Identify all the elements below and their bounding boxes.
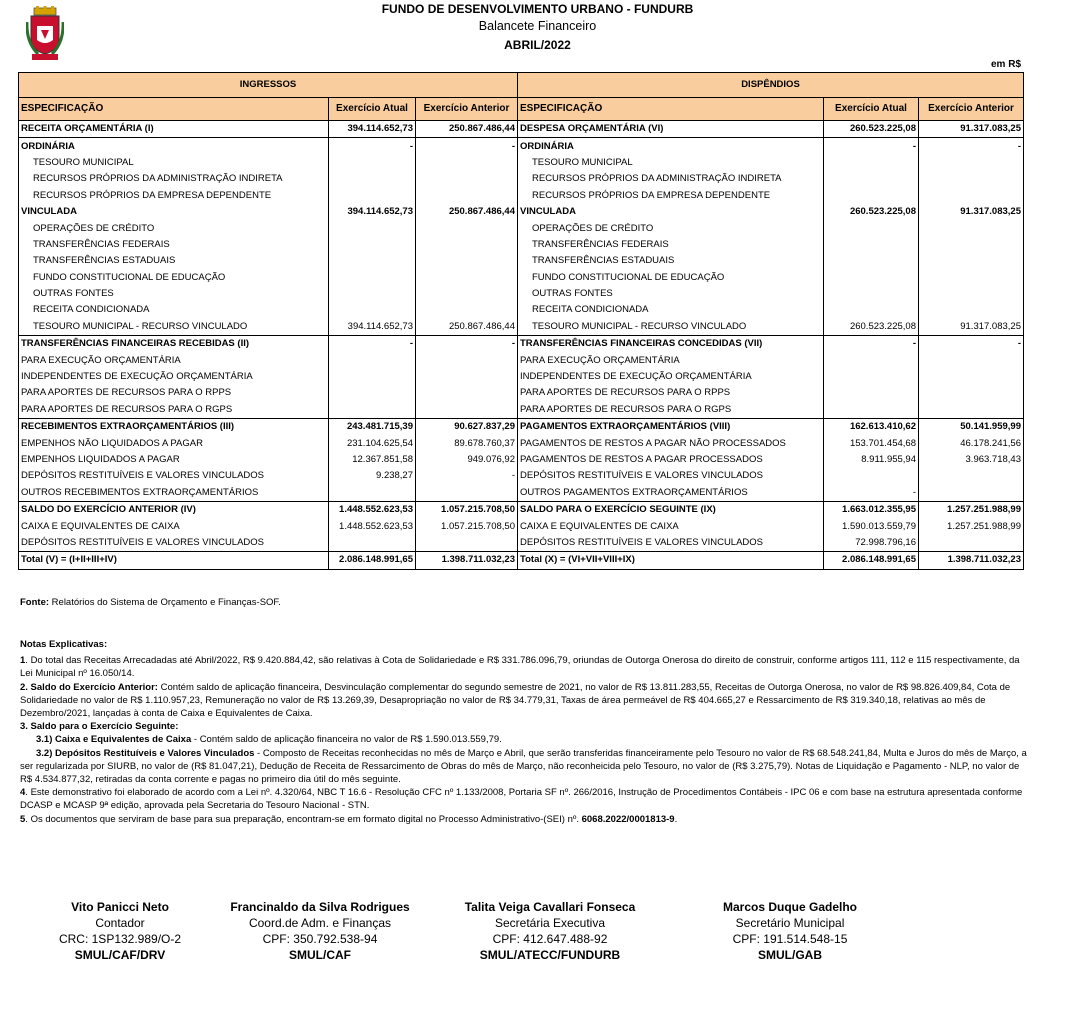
note-3-2 <box>20 747 1030 787</box>
cell-spec-right: OPERAÇÕES DE CRÉDITO <box>518 220 824 236</box>
cell-current-right: 162.613.410,62 <box>824 419 919 436</box>
cell-current-left <box>329 302 416 318</box>
cell-previous-left: 1.057.215.708,50 <box>416 518 518 534</box>
cell-current-right <box>824 385 919 401</box>
cell-previous-left <box>416 220 518 236</box>
cell-spec-right: CAIXA E EQUIVALENTES DE CAIXA <box>518 518 824 534</box>
cell-previous-right: 91.317.083,25 <box>919 204 1024 220</box>
cell-spec-right: RECURSOS PRÓPRIOS DA ADMINISTRAÇÃO INDIRETA <box>518 171 824 187</box>
cell-current-right: 1.663.012.355,95 <box>824 501 919 518</box>
cell-previous-right: - <box>919 336 1024 353</box>
explanatory-notes <box>20 638 1030 826</box>
cell-spec-right: PAGAMENTOS DE RESTOS A PAGAR NÃO PROCESSADOS <box>518 435 824 451</box>
cell-spec-right: PAGAMENTOS EXTRAORÇAMENTÁRIOS (VIII) <box>518 419 824 436</box>
table-row <box>19 452 1024 468</box>
table-row <box>19 419 1024 436</box>
table-row <box>19 121 1024 138</box>
cell-current-left: 394.114.652,73 <box>329 204 416 220</box>
cell-spec-left: OUTROS RECEBIMENTOS EXTRAORÇAMENTÁRIOS <box>19 485 329 502</box>
cell-previous-left <box>416 352 518 368</box>
cell-previous-left: - <box>416 138 518 155</box>
note-3-1-text: - Contém saldo de aplicação financeira no valor de R$ 1.590.013.559,79. <box>191 734 502 746</box>
cell-current-left: 243.481.715,39 <box>329 419 416 436</box>
table-row <box>19 518 1024 534</box>
cell-spec-right: OUTRAS FONTES <box>518 286 824 302</box>
cell-previous-right: 3.963.718,43 <box>919 452 1024 468</box>
cell-previous-left <box>416 535 518 552</box>
dispendios-header: DISPÊNDIOS <box>518 73 1024 98</box>
cell-spec-right: PARA EXECUÇÃO ORÇAMENTÁRIA <box>518 352 824 368</box>
cell-spec-right: TESOURO MUNICIPAL - RECURSO VINCULADO <box>518 319 824 336</box>
table-row <box>19 171 1024 187</box>
table-row <box>19 319 1024 336</box>
cell-previous-left: 90.627.837,29 <box>416 419 518 436</box>
cell-previous-left <box>416 302 518 318</box>
cell-spec-right: PARA APORTES DE RECURSOS PARA O RGPS <box>518 402 824 419</box>
cell-previous-right <box>919 302 1024 318</box>
col-header-spec-right: ESPECIFICAÇÃO <box>518 98 824 121</box>
cell-spec-left: OUTRAS FONTES <box>19 286 329 302</box>
column-header-row <box>19 98 1024 121</box>
cell-current-left <box>329 253 416 269</box>
cell-current-left <box>329 155 416 171</box>
signature-block <box>215 899 425 963</box>
cell-previous-right: 1.398.711.032,23 <box>919 552 1024 569</box>
cell-spec-right: TRANSFERÊNCIAS FEDERAIS <box>518 237 824 253</box>
table-row <box>19 385 1024 401</box>
cell-previous-left: 89.678.760,37 <box>416 435 518 451</box>
cell-spec-left: DEPÓSITOS RESTITUÍVEIS E VALORES VINCULADOS <box>19 535 329 552</box>
report-subtitle: Balancete Financeiro <box>478 19 597 33</box>
note-2-text: Contém saldo de aplicação financeira, Desvinculação complementar do segundo semestre de 2021, no valor de R$ 13.811.283,55, Receitas de Outorga Onerosa, no valor de R$ 98.826.409,84, Cota de Solidariedade no valor de R$ 1.110.957,23, Remuneração no valor de R$ 13.269,39, Desapropriação no valor de R$ 34.779,31, Taxas de área permeável de R$ 404.665,27 e Ressarcimento de R$ 319.340,18, relativas ao mês de Dezembro/2021, lançadas à conta de Caixa e Equivalentes de Caixa. <box>20 681 1011 720</box>
note-5-end: . <box>674 813 678 825</box>
cell-previous-left: 250.867.486,44 <box>416 204 518 220</box>
note-4 <box>20 786 1030 812</box>
signer-name: Vito Panicci Neto <box>71 900 169 914</box>
cell-spec-right: FUNDO CONSTITUCIONAL DE EDUCAÇÃO <box>518 270 824 286</box>
signer-name: Talita Veiga Cavallari Fonseca <box>464 900 636 914</box>
source-note <box>20 597 281 608</box>
cell-spec-left: TRANSFERÊNCIAS FEDERAIS <box>19 237 329 253</box>
cell-previous-left <box>416 485 518 502</box>
cell-spec-left: FUNDO CONSTITUCIONAL DE EDUCAÇÃO <box>19 270 329 286</box>
cell-spec-right: TRANSFERÊNCIAS FINANCEIRAS CONCEDIDAS (VII) <box>518 336 824 353</box>
signer-role: Coord.de Adm. e Finanças <box>248 916 392 930</box>
cell-previous-left <box>416 286 518 302</box>
cell-current-right: 1.590.013.559,79 <box>824 518 919 534</box>
notes-title: Notas Explicativas: <box>20 639 108 650</box>
cell-previous-left <box>416 188 518 204</box>
cell-current-right <box>824 188 919 204</box>
cell-spec-left: TRANSFERÊNCIAS FINANCEIRAS RECEBIDAS (II) <box>19 336 329 353</box>
cell-previous-right <box>919 468 1024 484</box>
cell-spec-right: PAGAMENTOS DE RESTOS A PAGAR PROCESSADOS <box>518 452 824 468</box>
table-row <box>19 402 1024 419</box>
note-3-2-text: - Composto de Receitas reconhecidas no mês de Março e Abril, que serão transferidas financeiramente pelo Tesouro no valor de R$ 68.548.241,84, Multa e Juros do mês de Março, a ser regularizada por SIURB, no valor de (R$ 81.047,21), Dedução de Receita de Ressarcimento de Obras do mês de Março, não reconheicida pelo Tesouro, no valor de (R$ 3.275,79). Notas de Liquidação e Pagamento - NLP, no valor de R$ 4.534.877,32, retiradas da conta corrente e pagas no primeiro dia útil do mês seguinte. <box>20 747 1027 786</box>
cell-previous-left: 949.076,92 <box>416 452 518 468</box>
signer-name: Francinaldo da Silva Rodrigues <box>230 900 410 914</box>
cell-previous-right: - <box>919 138 1024 155</box>
table-row <box>19 286 1024 302</box>
cell-current-left: 394.114.652,73 <box>329 319 416 336</box>
cell-current-left: 12.367.851,58 <box>329 452 416 468</box>
cell-current-right <box>824 237 919 253</box>
cell-previous-right: 1.257.251.988,99 <box>919 518 1024 534</box>
col-header-previous-right: Exercício Anterior <box>919 98 1024 121</box>
table-row <box>19 155 1024 171</box>
cell-current-left: 1.448.552.623,53 <box>329 501 416 518</box>
source-label: Fonte: <box>20 597 50 608</box>
cell-spec-left: PARA APORTES DE RECURSOS PARA O RPPS <box>19 385 329 401</box>
cell-current-right <box>824 220 919 236</box>
cell-spec-right: PARA APORTES DE RECURSOS PARA O RPPS <box>518 385 824 401</box>
cell-previous-left <box>416 237 518 253</box>
note-3-1 <box>20 733 1030 746</box>
signer-role: Contador <box>95 916 145 930</box>
signer-org: SMUL/CAF <box>289 948 351 962</box>
cell-current-left <box>329 286 416 302</box>
note-5 <box>20 813 1030 826</box>
cell-previous-left: 250.867.486,44 <box>416 319 518 336</box>
table-row <box>19 435 1024 451</box>
signer-doc: CRC: 1SP132.989/O-2 <box>58 932 182 946</box>
cell-spec-left: TESOURO MUNICIPAL <box>19 155 329 171</box>
cell-current-left: - <box>329 138 416 155</box>
note-2 <box>20 681 1030 721</box>
cell-previous-left <box>416 385 518 401</box>
cell-previous-right <box>919 535 1024 552</box>
cell-previous-right: 46.178.241,56 <box>919 435 1024 451</box>
cell-previous-left: 250.867.486,44 <box>416 121 518 138</box>
cell-current-right: 2.086.148.991,65 <box>824 552 919 569</box>
cell-current-left <box>329 220 416 236</box>
source-text: Relatórios do Sistema de Orçamento e Finanças-SOF. <box>49 597 281 608</box>
cell-previous-right <box>919 352 1024 368</box>
table-row <box>19 552 1024 569</box>
cell-current-left: 394.114.652,73 <box>329 121 416 138</box>
table-row <box>19 485 1024 502</box>
cell-previous-right <box>919 220 1024 236</box>
cell-spec-left: CAIXA E EQUIVALENTES DE CAIXA <box>19 518 329 534</box>
cell-spec-left: VINCULADA <box>19 204 329 220</box>
cell-previous-left: 1.057.215.708,50 <box>416 501 518 518</box>
cell-current-right: 260.523.225,08 <box>824 319 919 336</box>
cell-previous-right <box>919 253 1024 269</box>
cell-spec-left: SALDO DO EXERCÍCIO ANTERIOR (IV) <box>19 501 329 518</box>
note-1-text: . Do total das Receitas Arrecadadas até Abril/2022, R$ 9.420.884,42, são relativas à Cota de Solidariedade e R$ 331.786.096,79, oriundas de Outorga Onerosa do direito de construir, conforme artigos 111, 112 e 115 respectivamente, da Lei Municipal nº 16.050/14. <box>20 655 1020 680</box>
cell-spec-right: SALDO PARA O EXERCÍCIO SEGUINTE (IX) <box>518 501 824 518</box>
cell-previous-right <box>919 369 1024 385</box>
cell-spec-right: OUTROS PAGAMENTOS EXTRAORÇAMENTÁRIOS <box>518 485 824 502</box>
col-header-spec-left: ESPECIFICAÇÃO <box>19 98 329 121</box>
cell-spec-right: DESPESA ORÇAMENTÁRIA (VI) <box>518 121 824 138</box>
cell-spec-right: RECURSOS PRÓPRIOS DA EMPRESA DEPENDENTE <box>518 188 824 204</box>
cell-current-right <box>824 369 919 385</box>
table-row <box>19 336 1024 353</box>
table-row <box>19 468 1024 484</box>
cell-previous-right: 91.317.083,25 <box>919 319 1024 336</box>
cell-previous-left: - <box>416 336 518 353</box>
cell-current-right <box>824 402 919 419</box>
cell-spec-right: ORDINÁRIA <box>518 138 824 155</box>
cell-spec-left: ORDINÁRIA <box>19 138 329 155</box>
cell-previous-right <box>919 171 1024 187</box>
cell-previous-left: 1.398.711.032,23 <box>416 552 518 569</box>
cell-previous-left <box>416 171 518 187</box>
cell-spec-left: PARA EXECUÇÃO ORÇAMENTÁRIA <box>19 352 329 368</box>
cell-current-right: 260.523.225,08 <box>824 121 919 138</box>
cell-previous-right <box>919 270 1024 286</box>
signature-block <box>700 899 880 963</box>
note-3-1-heading: 3.1) Caixa e Equivalentes de Caixa <box>36 734 192 746</box>
cell-spec-left: RECEBIMENTOS EXTRAORÇAMENTÁRIOS (III) <box>19 419 329 436</box>
cell-current-right: 72.998.796,16 <box>824 535 919 552</box>
signatures <box>0 899 1075 979</box>
cell-previous-right <box>919 188 1024 204</box>
cell-current-right <box>824 270 919 286</box>
ingressos-header: INGRESSOS <box>19 73 518 98</box>
table-row <box>19 138 1024 155</box>
cell-current-right <box>824 155 919 171</box>
cell-current-left: 231.104.625,54 <box>329 435 416 451</box>
cell-spec-left: RECEITA CONDICIONADA <box>19 302 329 318</box>
note-3-heading: 3. Saldo para o Exercício Seguinte: <box>20 721 179 733</box>
cell-previous-left <box>416 155 518 171</box>
signer-org: SMUL/ATECC/FUNDURB <box>479 948 621 962</box>
signer-role: Secretário Municipal <box>735 916 845 930</box>
signature-block <box>445 899 655 963</box>
note-4-text: . Este demonstrativo foi elaborado de acordo com a Lei nº. 4.320/64, NBC T 16.6 - Resolução CFC nº 1.133/2008, Portaria SF nº. 266/2016, Instrução de Procedimentos Contábeis - IPC 06 e com base na estrutura apresentada conforme DCASP e MCASP 9ª edição, aprovada pela Secretaria do Tesouro Nacional - STN. <box>20 787 1023 812</box>
cell-spec-left: EMPENHOS NÃO LIQUIDADOS A PAGAR <box>19 435 329 451</box>
cell-current-left <box>329 385 416 401</box>
cell-current-right <box>824 352 919 368</box>
note-1-number: 1 <box>20 655 26 667</box>
note-5-process-number: 6068.2022/0001813-9 <box>581 813 675 825</box>
cell-current-left <box>329 369 416 385</box>
cell-spec-left: TESOURO MUNICIPAL - RECURSO VINCULADO <box>19 319 329 336</box>
cell-current-left: 9.238,27 <box>329 468 416 484</box>
cell-current-left <box>329 188 416 204</box>
note-5-text: . Os documentos que serviram de base para sua preparação, encontram-se em formato digital no Processo Administrativo-(SEI) nº. <box>25 813 582 825</box>
cell-previous-left <box>416 253 518 269</box>
cell-current-left <box>329 237 416 253</box>
cell-spec-right: DEPÓSITOS RESTITUÍVEIS E VALORES VINCULADOS <box>518 468 824 484</box>
cell-current-left <box>329 535 416 552</box>
table-row <box>19 369 1024 385</box>
note-5-number: 5 <box>20 813 26 825</box>
cell-current-left <box>329 485 416 502</box>
signer-role: Secretária Executiva <box>494 916 606 930</box>
signer-doc: CPF: 350.792.538-94 <box>262 932 378 946</box>
cell-current-left <box>329 171 416 187</box>
cell-current-left: 1.448.552.623,53 <box>329 518 416 534</box>
col-header-previous-left: Exercício Anterior <box>416 98 518 121</box>
signer-org: SMUL/CAF/DRV <box>74 948 166 962</box>
table-row <box>19 253 1024 269</box>
cell-current-left <box>329 402 416 419</box>
cell-previous-right: 1.257.251.988,99 <box>919 501 1024 518</box>
cell-spec-left: DEPÓSITOS RESTITUÍVEIS E VALORES VINCULADOS <box>19 468 329 484</box>
cell-current-right <box>824 286 919 302</box>
cell-current-left: 2.086.148.991,65 <box>329 552 416 569</box>
cell-spec-left: RECEITA ORÇAMENTÁRIA (I) <box>19 121 329 138</box>
note-1 <box>20 654 1030 680</box>
cell-spec-left: RECURSOS PRÓPRIOS DA EMPRESA DEPENDENTE <box>19 188 329 204</box>
signer-doc: CPF: 191.514.548-15 <box>732 932 848 946</box>
cell-current-right: - <box>824 138 919 155</box>
signature-block <box>40 899 200 963</box>
cell-previous-left <box>416 270 518 286</box>
cell-current-right <box>824 468 919 484</box>
cell-previous-right <box>919 155 1024 171</box>
cell-previous-right: 91.317.083,25 <box>919 121 1024 138</box>
col-header-current-left: Exercício Atual <box>329 98 416 121</box>
cell-previous-right <box>919 485 1024 502</box>
cell-spec-right: VINCULADA <box>518 204 824 220</box>
cell-spec-right: DEPÓSITOS RESTITUÍVEIS E VALORES VINCULADOS <box>518 535 824 552</box>
table-row <box>19 188 1024 204</box>
cell-current-right: 260.523.225,08 <box>824 204 919 220</box>
cell-spec-right: Total (X) = (VI+VII+VIII+IX) <box>518 552 824 569</box>
signer-name: Marcos Duque Gadelho <box>722 900 858 914</box>
cell-current-right: - <box>824 336 919 353</box>
cell-spec-right: RECEITA CONDICIONADA <box>518 302 824 318</box>
cell-previous-left <box>416 402 518 419</box>
cell-previous-right <box>919 402 1024 419</box>
table-row <box>19 220 1024 236</box>
table-row <box>19 352 1024 368</box>
table-row <box>19 302 1024 318</box>
table-row <box>19 501 1024 518</box>
cell-current-right: 153.701.454,68 <box>824 435 919 451</box>
cell-spec-left: OPERAÇÕES DE CRÉDITO <box>19 220 329 236</box>
cell-current-right <box>824 253 919 269</box>
cell-current-left: - <box>329 336 416 353</box>
cell-current-right <box>824 171 919 187</box>
cell-previous-right: 50.141.959,99 <box>919 419 1024 436</box>
currency-unit: em R$ <box>990 59 1021 70</box>
cell-spec-right: INDEPENDENTES DE EXECUÇÃO ORÇAMENTÁRIA <box>518 369 824 385</box>
col-header-current-right: Exercício Atual <box>824 98 919 121</box>
note-3-2-heading: 3.2) Depósitos Restituíveis e Valores Vinculados <box>36 747 255 759</box>
cell-previous-right <box>919 237 1024 253</box>
cell-current-right: 8.911.955,94 <box>824 452 919 468</box>
table-row <box>19 270 1024 286</box>
cell-spec-left: RECURSOS PRÓPRIOS DA ADMINISTRAÇÃO INDIRETA <box>19 171 329 187</box>
cell-spec-left: EMPENHOS LIQUIDADOS A PAGAR <box>19 452 329 468</box>
table-row <box>19 204 1024 220</box>
cell-spec-right: TESOURO MUNICIPAL <box>518 155 824 171</box>
report-title: FUNDO DE DESENVOLVIMENTO URBANO - FUNDURB <box>381 2 694 16</box>
cell-spec-right: TRANSFERÊNCIAS ESTADUAIS <box>518 253 824 269</box>
balance-table <box>18 72 1024 570</box>
cell-current-right <box>824 302 919 318</box>
table-body <box>19 121 1024 570</box>
report-period: ABRIL/2022 <box>504 38 571 52</box>
cell-spec-left: PARA APORTES DE RECURSOS PARA O RGPS <box>19 402 329 419</box>
table-row <box>19 535 1024 552</box>
cell-spec-left: INDEPENDENTES DE EXECUÇÃO ORÇAMENTÁRIA <box>19 369 329 385</box>
cell-current-left <box>329 352 416 368</box>
cell-spec-left: TRANSFERÊNCIAS ESTADUAIS <box>19 253 329 269</box>
note-2-heading: 2. Saldo do Exercício Anterior: <box>20 681 158 693</box>
cell-current-right: - <box>824 485 919 502</box>
table-row <box>19 237 1024 253</box>
note-4-number: 4 <box>20 787 26 799</box>
signer-doc: CPF: 412.647.488-92 <box>492 932 608 946</box>
cell-previous-left <box>416 369 518 385</box>
cell-spec-left: Total (V) = (I+II+III+IV) <box>19 552 329 569</box>
cell-previous-right <box>919 286 1024 302</box>
section-header-row <box>19 73 1024 98</box>
signer-org: SMUL/GAB <box>758 948 822 962</box>
cell-current-left <box>329 270 416 286</box>
cell-previous-right <box>919 385 1024 401</box>
cell-previous-left: - <box>416 468 518 484</box>
